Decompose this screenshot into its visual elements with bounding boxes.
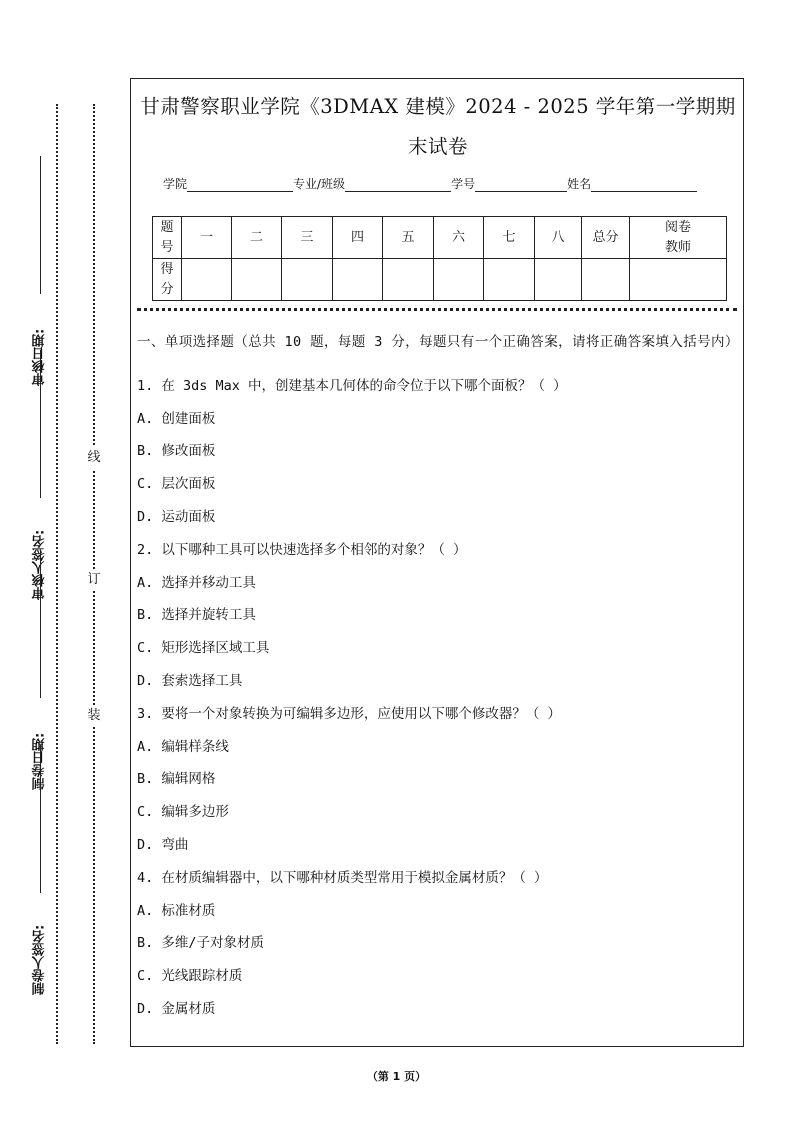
college-label: 学院 bbox=[163, 177, 188, 191]
score-table bbox=[152, 216, 727, 301]
question-option: D. 套索选择工具 bbox=[137, 672, 243, 689]
score-cell[interactable] bbox=[232, 259, 282, 301]
question-stem: 3. 要将一个对象转换为可编辑多边形，应使用以下哪个修改器？（ ） bbox=[137, 705, 562, 722]
question-stem: 1. 在 3ds Max 中，创建基本几何体的命令位于以下哪个面板？（ ） bbox=[137, 377, 567, 394]
col-header: 五 bbox=[383, 217, 434, 259]
score-table-header-row bbox=[153, 217, 727, 259]
score-cell[interactable] bbox=[182, 259, 232, 301]
maker-sign-underline bbox=[40, 745, 41, 893]
col-header: 八 bbox=[535, 217, 582, 259]
question-number-label bbox=[153, 217, 182, 259]
student-id-label: 学号 bbox=[451, 177, 476, 191]
question-number-label-b: 号 bbox=[160, 239, 174, 255]
exam-frame bbox=[130, 78, 744, 1047]
college-field[interactable] bbox=[163, 175, 293, 192]
score-cell[interactable] bbox=[333, 259, 383, 301]
col-header: 四 bbox=[333, 217, 383, 259]
col-header: 二 bbox=[232, 217, 282, 259]
question-option: A. 编辑样条线 bbox=[137, 738, 229, 755]
binding-staple-char: 订 bbox=[82, 569, 106, 591]
reviewer-sign-label: 审核人签名: bbox=[32, 529, 48, 600]
exam-title-line2: 末试卷 bbox=[407, 135, 468, 158]
question-option: A. 创建面板 bbox=[137, 410, 216, 427]
question-option: B. 选择并旋转工具 bbox=[137, 607, 256, 624]
grader-cell[interactable] bbox=[630, 259, 727, 301]
col-header: 七 bbox=[484, 217, 535, 259]
question-option: D. 运动面板 bbox=[137, 508, 216, 525]
score-cell[interactable] bbox=[282, 259, 333, 301]
question-option: C. 光线跟踪材质 bbox=[137, 968, 243, 985]
score-label bbox=[153, 259, 182, 301]
grader-label-a: 阅卷 bbox=[664, 219, 691, 235]
question-option: B. 修改面板 bbox=[137, 443, 216, 460]
score-cell[interactable] bbox=[434, 259, 484, 301]
score-cell[interactable] bbox=[484, 259, 535, 301]
student-id-field[interactable] bbox=[451, 175, 567, 192]
col-header-total: 总分 bbox=[582, 217, 630, 259]
question-stem: 2. 以下哪种工具可以快速选择多个相邻的对象？（ ） bbox=[137, 541, 467, 558]
student-id-blank[interactable] bbox=[475, 179, 567, 192]
name-field[interactable] bbox=[567, 175, 697, 192]
page-number: （第 1 页） bbox=[366, 1070, 427, 1083]
reviewer-date-underline bbox=[40, 156, 41, 294]
question-stem: 4. 在材质编辑器中，以下哪种材质类型常用于模拟金属材质？（ ） bbox=[137, 869, 548, 886]
question-content bbox=[137, 331, 737, 1030]
question-option: A. 标准材质 bbox=[137, 902, 216, 919]
question-option: C. 层次面板 bbox=[137, 476, 216, 493]
grader-label bbox=[630, 217, 727, 259]
score-label-a: 得 bbox=[160, 261, 174, 277]
question-option: C. 编辑多边形 bbox=[137, 804, 229, 821]
name-blank[interactable] bbox=[591, 179, 697, 192]
reviewer-date-label: 审核日期: bbox=[32, 328, 48, 386]
maker-date-underline bbox=[40, 550, 41, 698]
score-cell[interactable] bbox=[383, 259, 434, 301]
col-header: 三 bbox=[282, 217, 333, 259]
binding-line-char: 线 bbox=[82, 447, 106, 469]
col-header: 六 bbox=[434, 217, 484, 259]
binding-bind-char: 装 bbox=[82, 705, 106, 727]
maker-sign-label: 制卷人签名: bbox=[32, 924, 48, 995]
question-option: B. 多维/子对象材质 bbox=[137, 935, 265, 952]
dotted-separator bbox=[137, 308, 737, 311]
maker-date-label: 制卷日期: bbox=[32, 732, 48, 790]
name-label: 姓名 bbox=[567, 177, 592, 191]
question-number-label-a: 题 bbox=[160, 219, 174, 235]
score-label-b: 分 bbox=[160, 281, 174, 297]
col-header: 一 bbox=[182, 217, 232, 259]
section-heading: 一、单项选择题（总共 10 题，每题 3 分，每题只有一个正确答案，请将正确答案填入括号内） bbox=[137, 334, 739, 350]
score-cell[interactable] bbox=[535, 259, 582, 301]
score-table-score-row bbox=[153, 259, 727, 301]
question-option: D. 弯曲 bbox=[137, 836, 189, 853]
question-option: D. 金属材质 bbox=[137, 1000, 216, 1017]
reviewer-sign-underline bbox=[40, 350, 41, 498]
exam-title-line1: 甘肃警察职业学院《3DMAX 建模》2024 - 2025 学年第一学期期 bbox=[140, 95, 736, 118]
major-class-blank[interactable] bbox=[345, 179, 451, 192]
question-option: B. 编辑网格 bbox=[137, 771, 216, 788]
question-option: A. 选择并移动工具 bbox=[137, 574, 256, 591]
score-cell-total[interactable] bbox=[582, 259, 630, 301]
college-blank[interactable] bbox=[187, 179, 293, 192]
major-class-field[interactable] bbox=[293, 175, 451, 192]
grader-label-b: 教师 bbox=[664, 239, 691, 255]
major-class-label: 专业/班级 bbox=[293, 177, 346, 191]
student-info-row bbox=[163, 175, 723, 192]
question-option: C. 矩形选择区域工具 bbox=[137, 640, 270, 657]
